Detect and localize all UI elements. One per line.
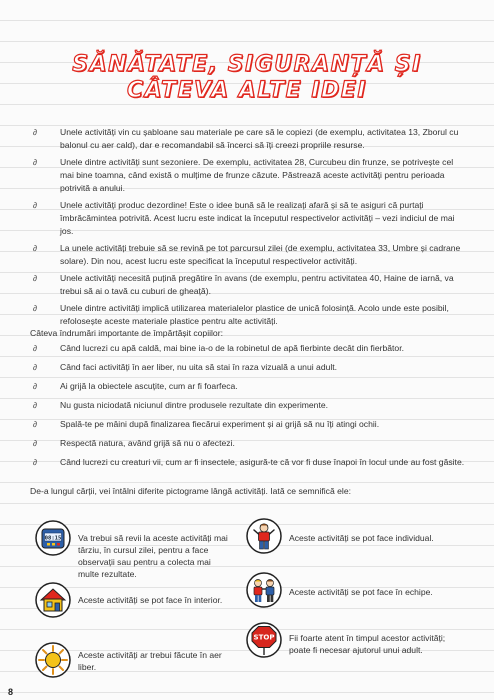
bullet-icon: ∂ [33,201,37,210]
intro-bullet: ∂ Unele dintre activități implică utilizarea materialelor plastice de unică folosință. Acolo unde este posibil, refolosește aceste materiale plastice pentru alte activități. [33,303,449,326]
person-icon [246,518,282,554]
clock-display: 08:15 [44,535,62,542]
tip-item: ∂ Spală-te pe mâini după finalizarea fiecărui experiment și ai grijă să nu îți atingi ochii. [33,419,380,429]
bullet-icon: ∂ [33,304,37,313]
intro-bullet: ∂ Unele activități necesită puțină pregătire în avans (de exemplu, pentru activitatea 40, Haine de iarnă, va trebui să ai o tavă cu cuburi de gheață). [33,273,454,296]
intro-bullet: ∂ Unele activități vin cu șabloane sau materiale pe care să le copiezi (de exemplu, activitatea 13, Zborul cu balonul cu aer cald), dar e recomandabil să încerci să îți creezi propriile resurse. [33,127,459,150]
tip-item: ∂ Ai grijă la obiectele ascuțite, cum ar fi foarfeca. [33,381,238,391]
tip-item: ∂ Când lucrezi cu creaturi vii, cum ar fi insectele, asigură-te că vor fi duse înapoi în locul unde au fost găsite. [33,457,465,467]
page-title [0,52,494,104]
bullet-icon: ∂ [33,128,37,137]
bullet-icon: ∂ [33,458,37,467]
clock-icon [35,520,71,556]
tip-item: ∂ Când faci activități în aer liber, nu uita să stai în raza vizuală a unui adult. [33,362,338,372]
intro-bullet-list [30,126,466,328]
bullet-icon: ∂ [33,158,37,167]
tips-list [30,342,466,469]
team-pictogram-label: Aceste activități se pot face în echipe. [289,587,433,597]
bullet-icon: ∂ [33,274,37,283]
page-number: 8 [8,687,14,697]
pictograms-intro: De-a lungul cărții, vei întâlni diferite pictograme lângă activități. Iată ce semnifică ele: [30,486,351,496]
intro-bullet: ∂ La unele activități trebuie să se revină pe tot parcursul zilei (de exemplu, activitatea 33, Umbre și cadrane solare). Din nou, acest lucru este specificat la începutul respectivelor activități. [33,243,461,266]
stop-pictogram-label: Fii foarte atent în timpul acestor activități; poate fi necesar ajutorul unui adult. [289,633,446,655]
team-icon [246,572,282,608]
tip-item: ∂ Respectă natura, având grijă să nu o afectezi. [33,438,235,448]
stop-sign-icon [246,622,282,658]
tip-item: ∂ Nu gusta niciodată niciunul dintre produsele rezultate din experimente. [33,400,329,410]
individual-pictogram-label: Aceste activități se pot face individual. [289,533,434,543]
title-line-2: CÂTEVA ALTE IDEI [126,78,368,103]
bullet-icon: ∂ [33,244,37,253]
stop-sign-text: STOP [253,633,275,642]
sun-icon [35,642,71,678]
house-icon [35,582,71,618]
indoor-pictogram-label: Aceste activități se pot face în interior. [78,595,223,605]
tip-item: ∂ Când lucrezi cu apă caldă, mai bine ia-o de la robinetul de apă fierbinte decât din fierbător. [33,343,404,353]
outdoor-pictogram-label: Aceste activități ar trebui făcute în aer liber. [78,650,222,672]
bullet-icon: ∂ [33,401,37,410]
bullet-icon: ∂ [33,344,37,353]
intro-bullet: ∂ Unele dintre activități sunt sezoniere. De exemplu, activitatea 28, Curcubeu din frunze, se potrivește cel mai bine toamna, când există o mulțime de frunze căzute. Păstrează aceste activități pentru perioada potrivită a anului. [33,157,454,193]
intro-bullet: ∂ Unele activități produc dezordine! Este o idee bună să le realizați afară și să te asiguri că purtați îmbrăcămintea potrivită. Acest lucru este indicat la începutul respectivelor activități – vezi indiciul de mai jos. [33,200,455,236]
bullet-icon: ∂ [33,363,37,372]
clock-pictogram-label: Va trebui să revii la aceste activități mai târziu, în cursul zilei, pentru a face observații sau pentru a colecta mai multe rezultate. [78,533,228,579]
bullet-icon: ∂ [33,439,37,448]
bullet-icon: ∂ [33,420,37,429]
title-line-1: SĂNĂTATE, SIGURANȚĂ ȘI [72,52,422,77]
tips-heading: Câteva îndrumări importante de împărtășit copiilor: [30,328,223,338]
bullet-icon: ∂ [33,382,37,391]
